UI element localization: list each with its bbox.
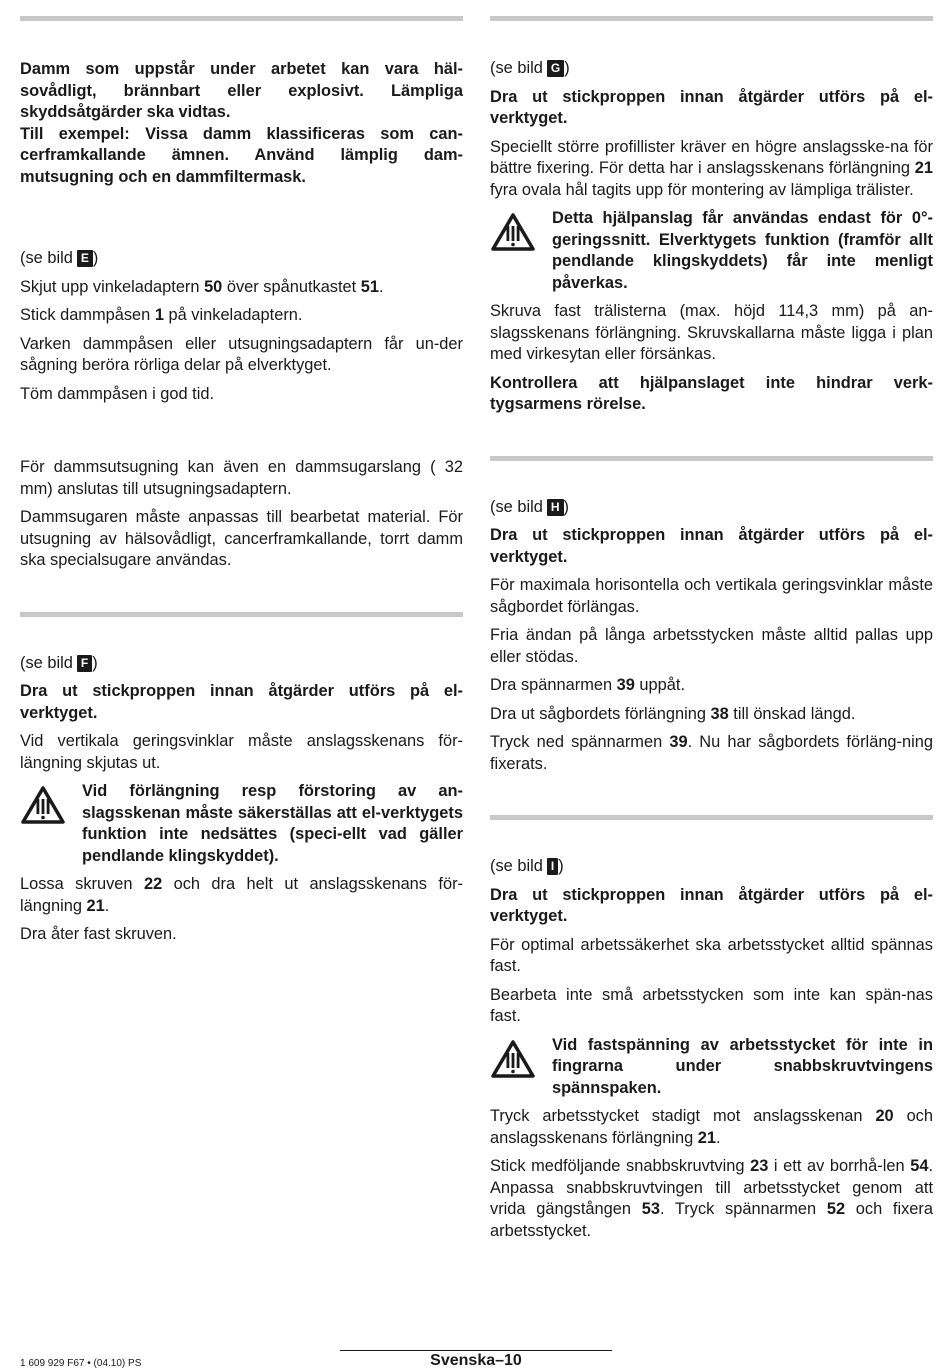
check-warning: Kontrollera att hjälpanslaget inte hindrar verk-tygsarmens rörelse.	[490, 373, 933, 413]
figure-badge: E	[77, 250, 93, 267]
paragraph: Skruva fast trälisterna (max. höjd 114,3 mm) på an-slagsskenans förlängning. Skruvskallarna måste ligga i plan med virkesytan eller försänkas.	[490, 302, 933, 363]
section-rule	[20, 612, 463, 617]
paragraph: Tryck arbetsstycket stadigt mot anslagsskenan 20 och anslagsskenans förlängning 21.	[490, 1107, 933, 1147]
figure-reference: (se bild H )	[490, 497, 569, 516]
warning-text: Vid förlängning resp förstoring av an-slagsskenan måste säkerställas att el-verktygets funktion inte nedsättes (speci-ellt vad gäller pendlande klingskyddet).	[82, 782, 463, 865]
figure-reference: (se bild F )	[20, 653, 98, 672]
dust-warning	[20, 59, 463, 188]
safety-warning	[490, 208, 933, 294]
section-h	[490, 497, 933, 776]
paragraph: Dra åter fast skruven.	[20, 925, 177, 943]
paragraph: Dra spännarmen 39 uppåt.	[490, 676, 685, 694]
section-rule	[490, 456, 933, 461]
safety-warning	[20, 781, 463, 867]
warning-triangle-icon	[490, 1035, 552, 1084]
paragraph: Fria ändan på långa arbetsstycken måste alltid pallas upp eller stödas.	[490, 626, 933, 666]
section-e	[20, 248, 463, 405]
figure-badge: G	[547, 60, 564, 77]
paragraph: Vid vertikala geringsvinklar måste anslagsskenans för-längning skjutas ut.	[20, 732, 463, 772]
paragraph: För dammsutsugning kan även en dammsugarslang ( 32 mm) anslutas till utsugningsadaptern.	[20, 458, 463, 498]
figure-badge: I	[547, 858, 558, 875]
paragraph: Speciellt större profillister kräver en högre anslagsske-na för bättre fixering. För detta har i anslagsskenans förlängning 21 fyra ovala hål tagits upp för montering av lämpliga trälister.	[490, 137, 933, 199]
warning-triangle-icon	[20, 781, 82, 830]
paragraph: Töm dammpåsen i god tid.	[20, 384, 215, 403]
section-f	[20, 653, 463, 946]
unplug-warning: Dra ut stickproppen innan åtgärder utförs på el-verktyget.	[490, 526, 933, 566]
section-external-extraction	[20, 457, 463, 572]
unplug-warning: Dra ut stickproppen innan åtgärder utförs på el-verktyget.	[20, 682, 463, 722]
section-rule	[490, 815, 933, 820]
dust-warning-text: Damm som uppstår under arbetet kan vara häl-sovådligt, brännbart eller explosivt. Lämpliga skyddsåtgärder ska vidtas.	[20, 60, 463, 121]
paragraph: Dammsugaren måste anpassas till bearbetat material. För utsugning av hälsovådligt, cancerframkallande, torrt damm ska specialsugare användas.	[20, 508, 463, 569]
paragraph: För optimal arbetssäkerhet ska arbetsstycket alltid spännas fast.	[490, 935, 933, 975]
section-g	[490, 58, 933, 416]
footer-rule	[340, 1350, 612, 1351]
figure-reference: (se bild G )	[490, 59, 570, 77]
warning-text: Detta hjälpanslag får användas endast för 0°-geringssnitt. Elverktygets funktion (framför allt pendlande klingskyddets) får inte menligt påverkas.	[552, 209, 933, 292]
page-number: Svenska–10	[430, 1352, 522, 1369]
section-i	[490, 856, 933, 1242]
paragraph: Skjut upp vinkeladaptern 50 över spånutkastet 51.	[20, 277, 384, 296]
paragraph: Varken dammpåsen eller utsugningsadaptern får un-der sågning beröra rörliga delar på elverktyget.	[20, 334, 463, 374]
unplug-warning: Dra ut stickproppen innan åtgärder utförs på el-verktyget.	[490, 87, 933, 127]
right-column	[490, 0, 933, 1242]
unplug-warning: Dra ut stickproppen innan åtgärder utförs på el-verktyget.	[490, 885, 933, 925]
paragraph: Tryck ned spännarmen 39. Nu har sågbordets förläng-ning fixerats.	[490, 733, 933, 773]
dust-warning-text: Till exempel: Vissa damm klassificeras som can-cerframkallande ämnen. Använd lämplig dam-mutsugning och en dammfiltermask.	[20, 124, 463, 186]
paragraph: Lossa skruven 22 och dra helt ut anslagsskenans för-längning 21.	[20, 875, 463, 915]
left-column	[20, 0, 463, 946]
paragraph: Dra ut sågbordets förlängning 38 till önskad längd.	[490, 704, 856, 723]
figure-reference: (se bild I )	[490, 857, 564, 875]
section-rule	[20, 16, 463, 21]
paragraph: Bearbeta inte små arbetsstycken som inte kan spän-nas fast.	[490, 985, 933, 1025]
paragraph: För maximala horisontella och vertikala geringsvinklar måste sågbordet förlängas.	[490, 576, 933, 616]
figure-badge: F	[77, 655, 92, 672]
section-rule	[490, 16, 933, 21]
document-code: 1 609 929 F67 • (04.10) PS	[20, 1358, 142, 1369]
safety-warning	[490, 1035, 933, 1100]
warning-triangle-icon	[490, 208, 552, 257]
figure-reference: (se bild E )	[20, 249, 99, 267]
paragraph: Stick medföljande snabbskruvtving 23 i ett av borrhå-len 54. Anpassa snabbskruvtvingen till arbetsstycket genom att vrida gängstången 53. Tryck spännarmen 52 och fixera arbetsstycket.	[490, 1157, 934, 1240]
paragraph: Stick dammpåsen 1 på vinkeladaptern.	[20, 306, 303, 324]
warning-text: Vid fastspänning av arbetsstycket för inte in fingrarna under snabbskruvtvingens spännspaken.	[552, 1035, 933, 1097]
figure-badge: H	[547, 499, 564, 516]
